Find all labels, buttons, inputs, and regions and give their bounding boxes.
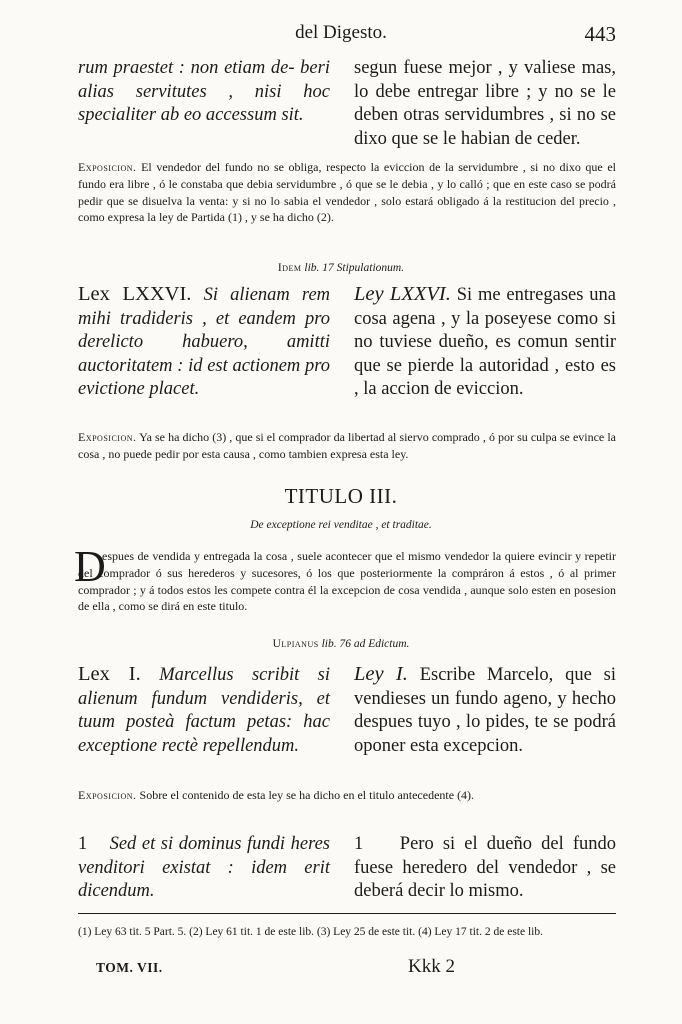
exposicion-label: Exposicion.	[78, 160, 137, 174]
running-header: del Digesto.	[295, 22, 387, 43]
law-text-latin: Si alienam rem mihi tradideris , et eandem pro derelicto habuero, amitti auctoritatem : id est actionem pro evictione placet.	[78, 285, 331, 399]
title-heading: TITULO III.	[284, 484, 398, 508]
section-number: 1	[78, 834, 88, 854]
section-number: 1	[354, 834, 364, 854]
spanish-text-continuation: segun fuese mejor , y valiese mas, lo debe entregar libre ; y no se le deben otras servidumbres , si no se dixo que se le habian de ceder.	[354, 58, 616, 149]
law-text-latin: Marcellus scribit si alienum fundum vendideris, et tuum posteà factum petas: hac exceptione rectè repellendum.	[78, 665, 331, 756]
exposicion-label: Exposicion.	[78, 430, 137, 444]
page-number: 443	[584, 22, 616, 46]
volume-mark: TOM. VII.	[96, 960, 163, 975]
latin-section-1	[78, 833, 330, 904]
section-text-spanish: Pero si el dueño del fundo fuese heredero del vendedor , se deberá decir lo mismo.	[354, 834, 617, 901]
exposicion-text: Sobre el contenido de esta ley se ha dicho en el titulo antecedente (4).	[139, 788, 475, 802]
spanish-section-1	[354, 833, 616, 904]
latin-law-76	[78, 283, 330, 402]
footnote-rule	[78, 913, 616, 914]
spanish-law-76	[354, 283, 616, 402]
law-heading-spanish: Ley I.	[354, 663, 408, 685]
source-citation-2	[0, 638, 682, 650]
exposicion-paragraph-2	[78, 429, 616, 463]
latin-text-continuation: rum praestet : non etiam de- beri alias servitutes , nisi hoc specialiter ab eo accessum sit.	[78, 58, 330, 125]
law-heading-latin: Lex I.	[78, 663, 141, 685]
exposicion-label: Exposicion.	[78, 788, 137, 802]
spanish-law-1	[354, 663, 616, 758]
source-author: Idem	[277, 262, 302, 274]
latin-law-1	[78, 663, 330, 758]
law-heading-spanish: Ley LXXVI.	[354, 283, 451, 305]
drop-cap: D	[74, 542, 106, 591]
exposicion-paragraph-3	[78, 787, 616, 804]
signature-mark: Kkk 2	[408, 956, 455, 977]
intro-paragraph: espues de vendida y entregada la cosa , suele acontecer que el mismo vendedor la quiere evincir y repetir del comprador ó sus herederos y sucesores, ó los que posteriormente la compráron á estos , ó al primer comprador ; y á todos estos les compete contra él la excepcion de cosa vendida , aunque solo esten en posesion de ella , como se dirá en este titulo.	[78, 549, 616, 614]
section-text-latin: Sed et si dominus fundi heres venditori existat : idem erit dicendum.	[78, 834, 331, 901]
title-subtitle: De exceptione rei venditae , et traditae.	[250, 519, 432, 531]
law-text-spanish: Si me entregases una cosa agena , y la poseyese como si no tuviese dueño, es comun sentir que se pierde la autoridad , esto es , la accion de eviccion.	[354, 285, 616, 399]
footnotes: (1) Ley 63 tit. 5 Part. 5. (2) Ley 61 tit. 1 de este lib. (3) Ley 25 de este tit. (4) Ley 17 tit. 2 de este lib.	[78, 926, 543, 938]
source-reference: lib. 76 ad Edictum.	[321, 638, 410, 650]
law-heading-latin: Lex LXXVI.	[78, 283, 192, 305]
law-text-spanish: Escribe Marcelo, que si vendieses un fundo ageno, y hecho despues tuyo , lo pides, te se podrá oponer esta excepcion.	[354, 665, 616, 756]
exposicion-text: Ya se ha dicho (3) , que si el comprador da libertad al siervo comprado , ó por su culpa se evince la cosa , no puede pedir por esta causa , como tambien expresa esta ley.	[78, 430, 616, 461]
source-citation-1	[0, 262, 682, 274]
exposicion-paragraph-1	[78, 159, 616, 226]
exposicion-text: El vendedor del fundo no se obliga, respecto la eviccion de la servidumbre , si no dixo que el fundo era libre , ó le constaba que debia servidumbre , ó que se le debia , y lo calló ; que en este caso se podrá pedir que se disuelva la venta: y si no lo sabia el vendedor , solo estará obligado á la restitucion del precio , como expresa la ley de Partida (1) , y se ha dicho (2).	[78, 160, 616, 225]
source-reference: lib. 17 Stipulationum.	[304, 262, 405, 274]
source-author: Ulpianus	[272, 638, 319, 650]
